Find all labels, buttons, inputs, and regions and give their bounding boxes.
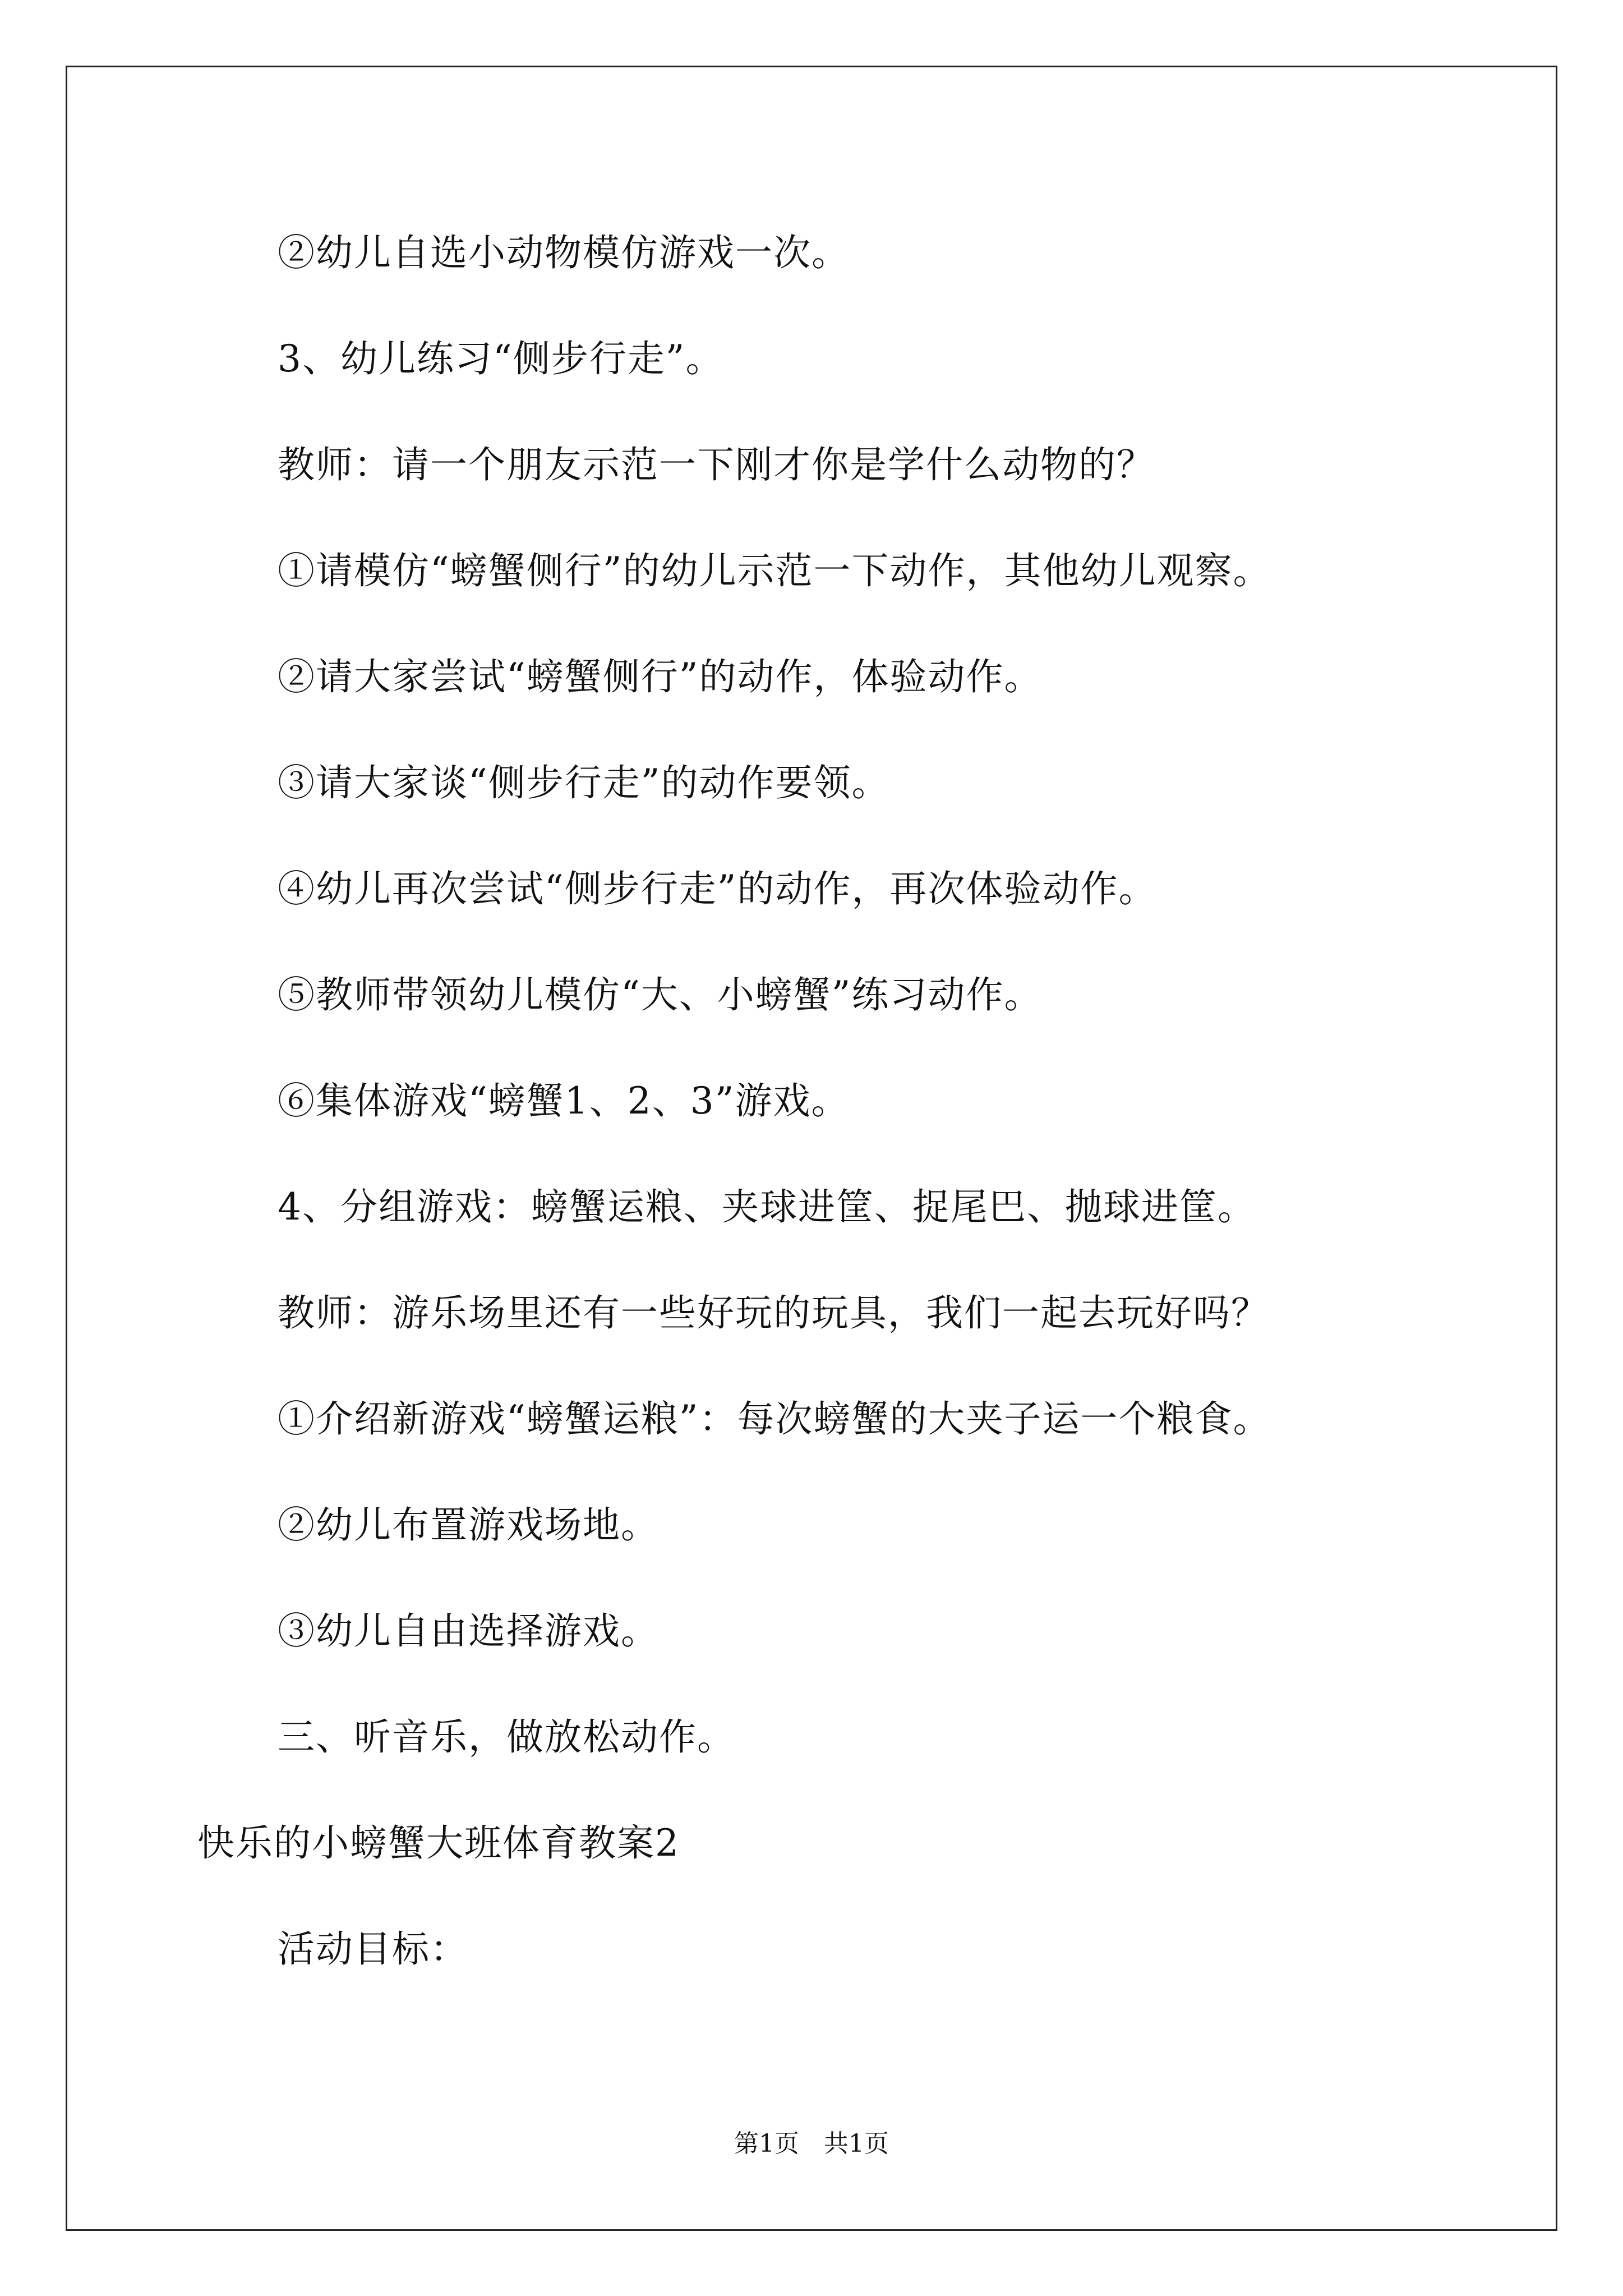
subheading: 活动目标： — [278, 1927, 468, 1971]
paragraph-15: 三、听音乐，做放松动作。 — [278, 1715, 735, 1759]
paragraph-3: 教师：请一个朋友示范一下刚才你是学什么动物的？ — [278, 443, 1155, 486]
page-frame — [66, 66, 1557, 2231]
paragraph-14: ③幼儿自由选择游戏。 — [278, 1609, 659, 1653]
paragraph-12: ①介绍新游戏“螃蟹运粮”：每次螃蟹的大夹子运一个粮食。 — [278, 1397, 1271, 1441]
paragraph-7: ④幼儿再次尝试“侧步行走”的动作，再次体验动作。 — [278, 867, 1157, 910]
paragraph-1: ②幼儿自选小动物模仿游戏一次。 — [278, 231, 850, 274]
paragraph-10: 4、分组游戏：螃蟹运粮、夹球进筐、捉尾巴、抛球进筐。 — [278, 1185, 1256, 1228]
paragraph-13: ②幼儿布置游戏场地。 — [278, 1503, 659, 1547]
paragraph-11: 教师：游乐场里还有一些好玩的玩具，我们一起去玩好吗？ — [278, 1291, 1269, 1335]
paragraph-8: ⑤教师带领幼儿模仿“大、小螃蟹”练习动作。 — [278, 973, 1043, 1016]
paragraph-5: ②请大家尝试“螃蟹侧行”的动作，体验动作。 — [278, 655, 1043, 698]
paragraph-2: 3、幼儿练习“侧步行走”。 — [278, 337, 724, 380]
paragraph-6: ③请大家谈“侧步行走”的动作要领。 — [278, 761, 890, 804]
section-title: 快乐的小螃蟹大班体育教案2 — [197, 1821, 680, 1865]
paragraph-4: ①请模仿“螃蟹侧行”的幼儿示范一下动作，其他幼儿观察。 — [278, 549, 1271, 592]
paragraph-9: ⑥集体游戏“螃蟹1、2、3”游戏。 — [278, 1079, 850, 1122]
page-footer: 第1页 共1页 — [734, 2129, 889, 2158]
